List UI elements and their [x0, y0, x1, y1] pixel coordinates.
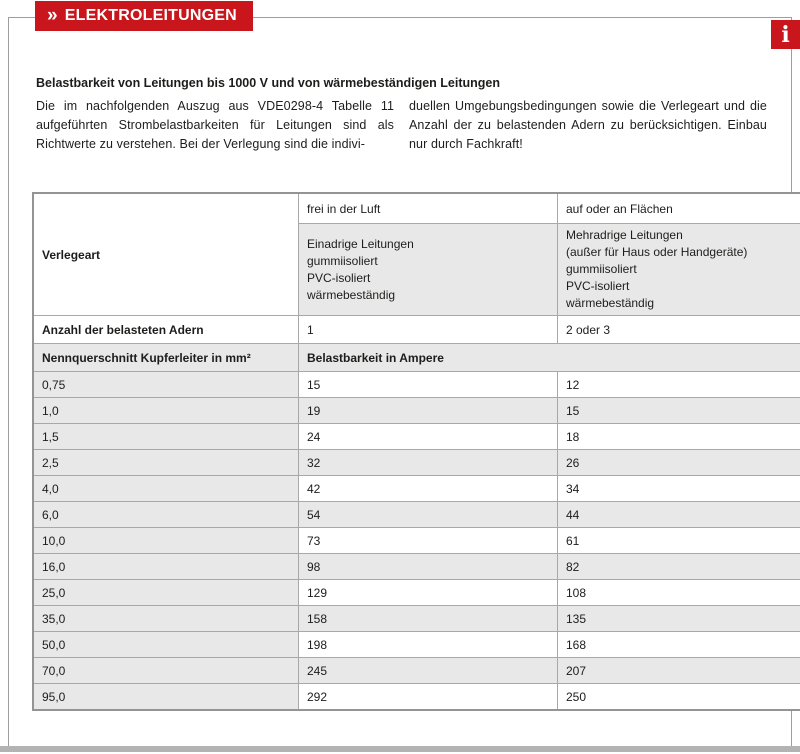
intro-section: [36, 76, 767, 154]
flaechen-value-cell: 18: [558, 424, 800, 450]
frei-luft-value-cell: 158: [299, 606, 558, 632]
flaechen-value-cell: 168: [558, 632, 800, 658]
querschnitt-cell: 1,0: [33, 398, 299, 424]
brand-banner: [35, 1, 253, 31]
frei-luft-value-cell: 292: [299, 684, 558, 711]
table-row: [33, 450, 800, 476]
querschnitt-cell: 50,0: [33, 632, 299, 658]
page-title: Belastbarkeit von Leitungen bis 1000 V und von wärmebeständigen Leitungen: [36, 76, 500, 90]
frei-luft-value-cell: 42: [299, 476, 558, 502]
table-row: [33, 502, 800, 528]
info-icon-glyph: i: [781, 21, 790, 48]
ampere-label-cell: Belastbarkeit in Ampere: [299, 344, 800, 372]
flaechen-value-cell: 250: [558, 684, 800, 711]
table-row: [33, 554, 800, 580]
flaechen-value-cell: 12: [558, 372, 800, 398]
flaechen-value-cell: 26: [558, 450, 800, 476]
footer-bar: [0, 746, 800, 752]
frei-luft-value-cell: 98: [299, 554, 558, 580]
querschnitt-cell: 25,0: [33, 580, 299, 606]
frei-luft-subheader-cell: Einadrige Leitungen gummiisoliert PVC-isoliert wärmebeständig: [299, 224, 558, 316]
intro-text-left: Die im nachfolgenden Auszug aus VDE0298-4 Tabelle 11 aufgeführten Strombelastbarkeiten für Leitungen sind als Richtwerte zu verstehen. Bei der Verlegung sind die indivi-: [36, 99, 394, 151]
frei-luft-value-cell: 19: [299, 398, 558, 424]
verlegeart-header-cell: Verlegeart: [33, 193, 299, 316]
table-row: [33, 476, 800, 502]
querschnitt-cell: 10,0: [33, 528, 299, 554]
table-row: [33, 606, 800, 632]
flaechen-value-cell: 15: [558, 398, 800, 424]
flaechen-subheader-cell: Mehradrige Leitungen (außer für Haus oder Handgeräte) gummiisoliert PVC-isoliert wärmebeständig: [558, 224, 800, 316]
flaechen-value-cell: 61: [558, 528, 800, 554]
frei-luft-value-cell: 24: [299, 424, 558, 450]
querschnitt-cell: 70,0: [33, 658, 299, 684]
info-icon: [771, 20, 800, 49]
double-chevron-icon: »: [47, 4, 58, 26]
table-row-querschnitt-header: [33, 344, 800, 372]
querschnitt-cell: 1,5: [33, 424, 299, 450]
flaechen-value-cell: 108: [558, 580, 800, 606]
table-row: [33, 632, 800, 658]
table-row: [33, 398, 800, 424]
flaechen-value-cell: 207: [558, 658, 800, 684]
querschnitt-label-cell: Nennquerschnitt Kupferleiter in mm²: [33, 344, 299, 372]
querschnitt-cell: 35,0: [33, 606, 299, 632]
flaechen-value-cell: 135: [558, 606, 800, 632]
table-row: [33, 658, 800, 684]
frei-luft-header-cell: frei in der Luft: [299, 193, 558, 224]
frei-luft-value-cell: 129: [299, 580, 558, 606]
adern-flaechen-cell: 2 oder 3: [558, 316, 800, 344]
querschnitt-cell: 95,0: [33, 684, 299, 711]
table-row: [33, 528, 800, 554]
frei-luft-value-cell: 198: [299, 632, 558, 658]
querschnitt-cell: 6,0: [33, 502, 299, 528]
banner-label: ELEKTROLEITUNGEN: [64, 7, 237, 24]
flaechen-value-cell: 44: [558, 502, 800, 528]
querschnitt-cell: 4,0: [33, 476, 299, 502]
frei-luft-value-cell: 32: [299, 450, 558, 476]
table-row: [33, 684, 800, 711]
adern-frei-cell: 1: [299, 316, 558, 344]
flaechen-header-cell: auf oder an Flächen: [558, 193, 800, 224]
flaechen-value-cell: 34: [558, 476, 800, 502]
intro-text-right: duellen Umgebungsbedingungen sowie die Verlegeart und die Anzahl der zu belastenden Adern zu berücksichtigen. Einbau nur durch Fachkraft!: [409, 99, 767, 151]
querschnitt-cell: 0,75: [33, 372, 299, 398]
querschnitt-cell: 16,0: [33, 554, 299, 580]
frei-luft-value-cell: 73: [299, 528, 558, 554]
adern-label-cell: Anzahl der belasteten Adern: [33, 316, 299, 344]
flaechen-value-cell: 82: [558, 554, 800, 580]
table-row: [33, 580, 800, 606]
load-capacity-table: [32, 192, 800, 711]
table-row-adern: [33, 316, 800, 344]
table-header-row-verlegeart: [33, 193, 800, 224]
frei-luft-value-cell: 245: [299, 658, 558, 684]
querschnitt-cell: 2,5: [33, 450, 299, 476]
table-row: [33, 372, 800, 398]
frei-luft-value-cell: 54: [299, 502, 558, 528]
frei-luft-value-cell: 15: [299, 372, 558, 398]
table-row: [33, 424, 800, 450]
